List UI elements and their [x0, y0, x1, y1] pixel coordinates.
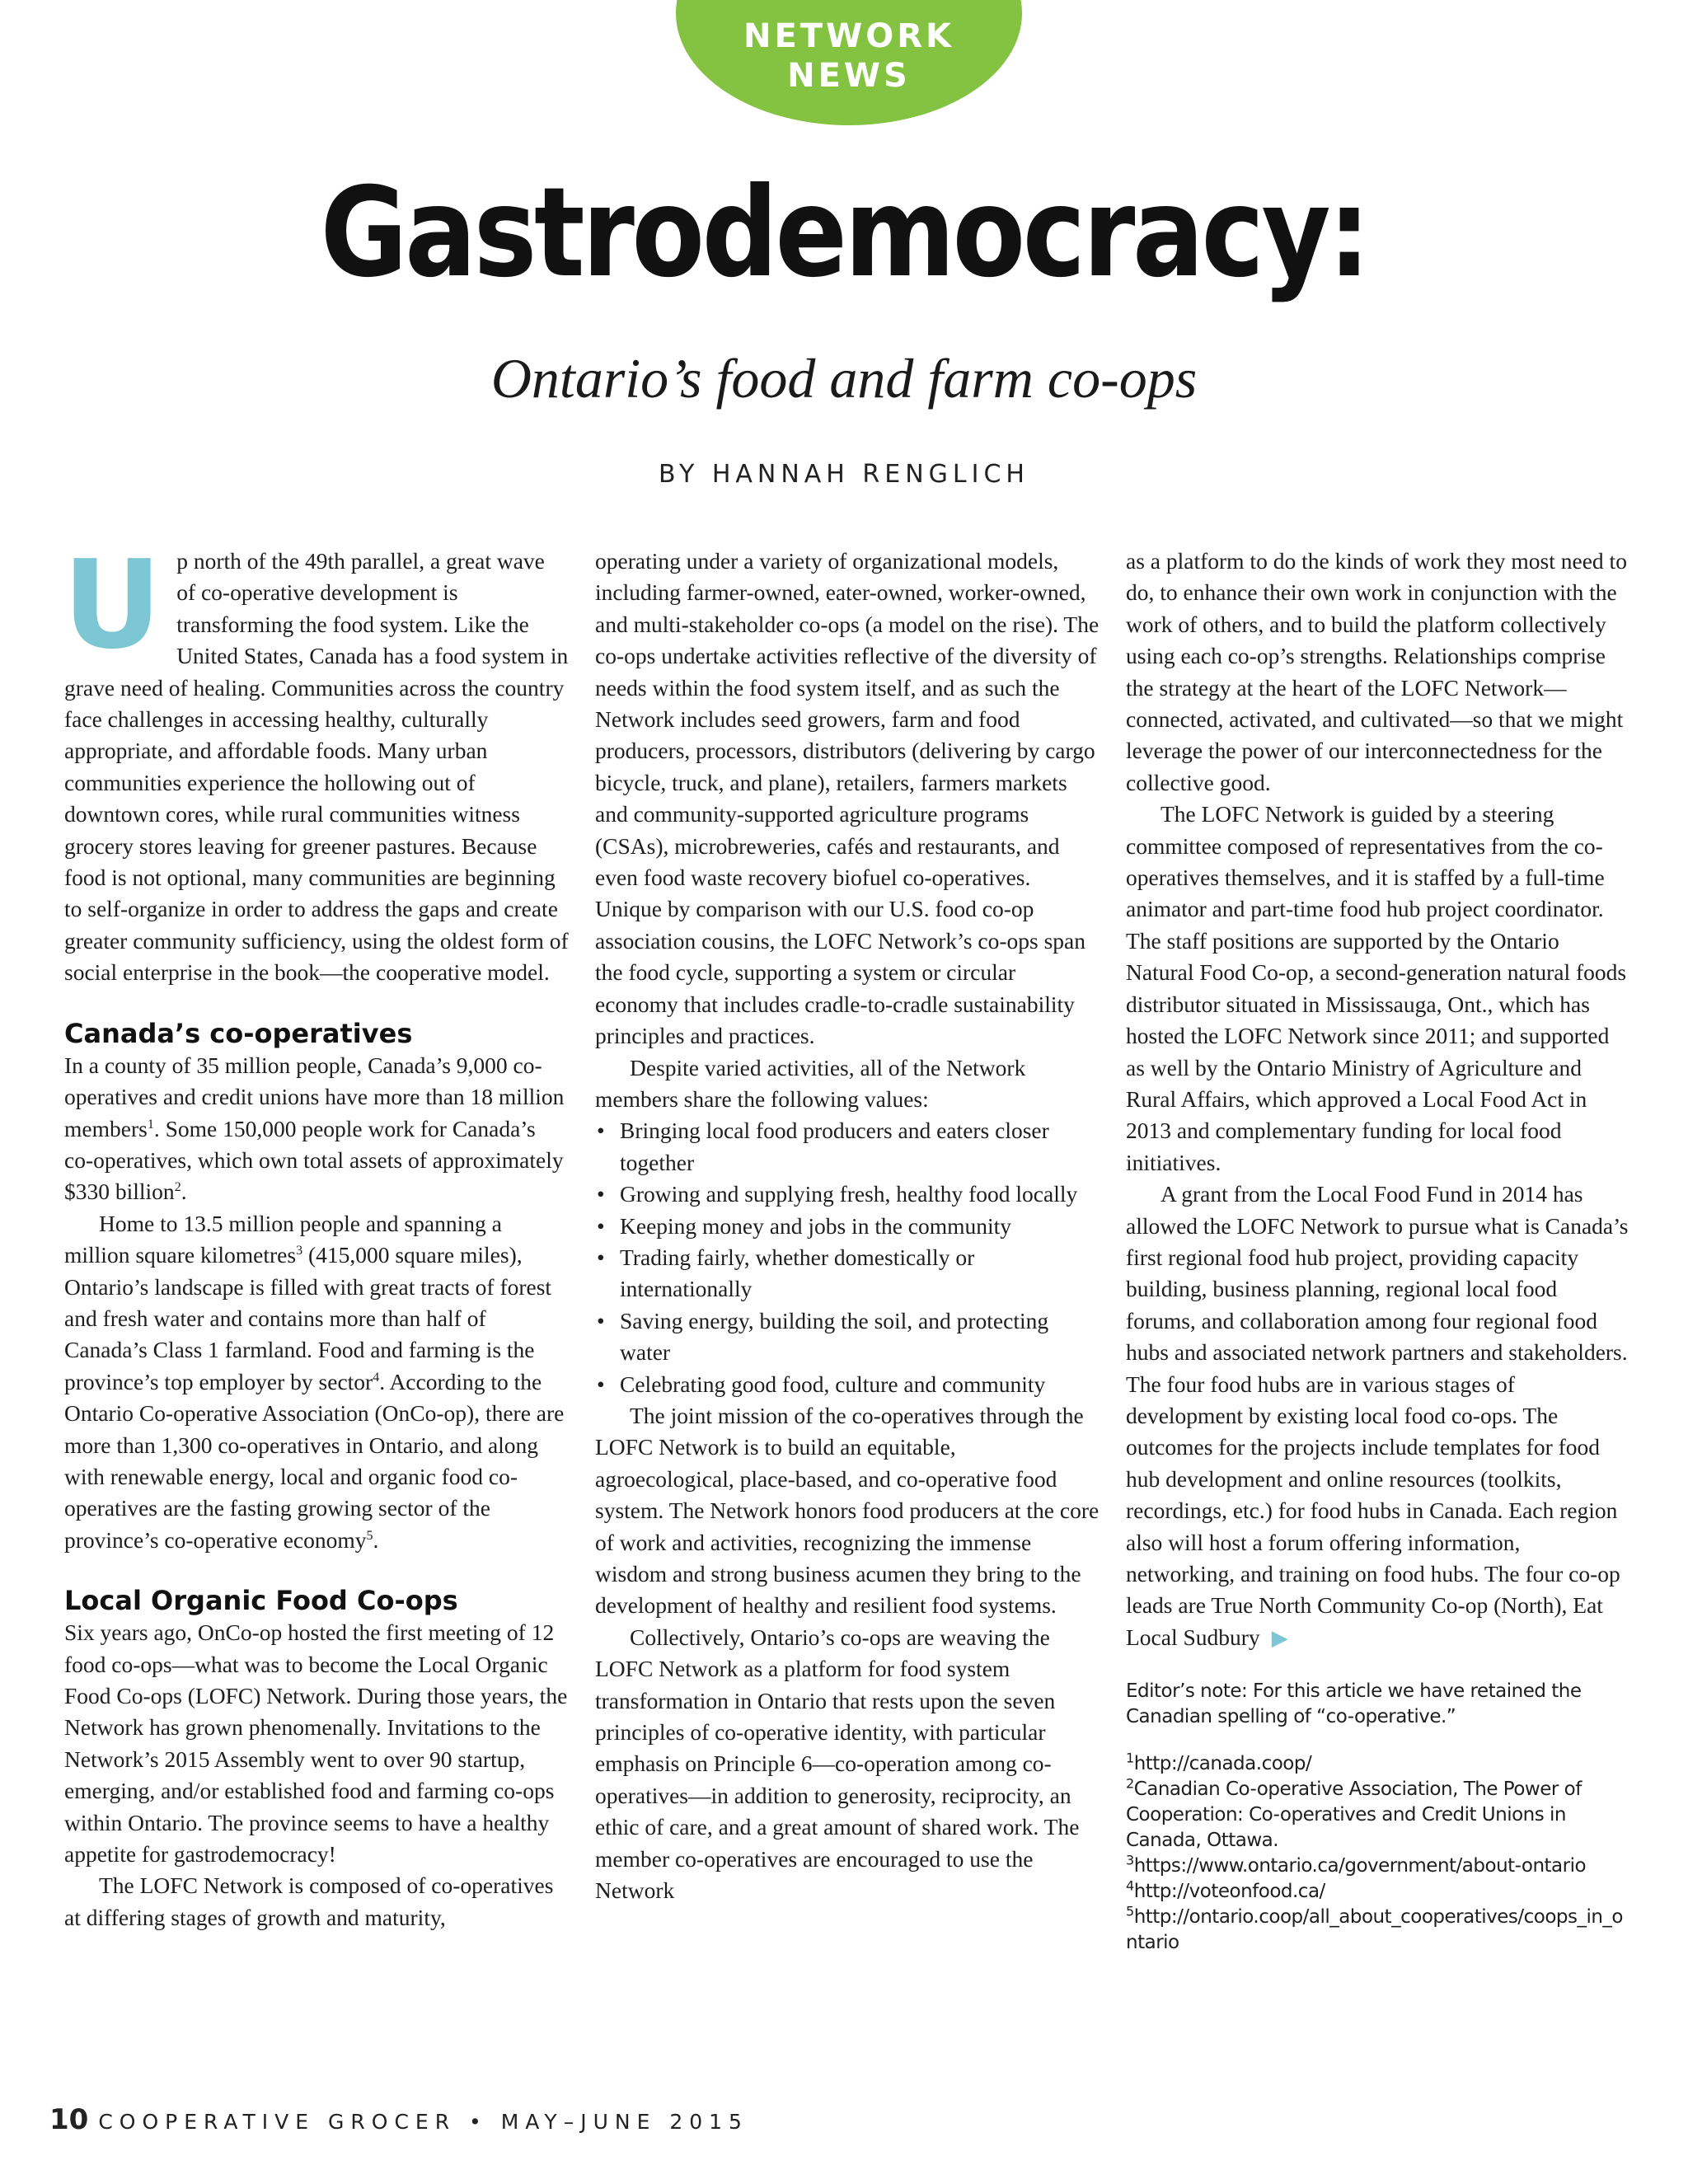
- column-2: [595, 546, 1100, 1906]
- paragraph: Six years ago, OnCo-op hosted the first meeting of 12 food co-ops—what was to become the Local Organic Food Co-ops (LOFC) Network. During those years, the Network has grown phenomenally. Invitations to the Network’s 2015 Assembly went to over 90 startup, emerging, and/or established food and farming co-ops within Ontario. The province seems to have a healthy appetite for gastrodemocracy!: [64, 1619, 568, 1868]
- publication-line: COOPERATIVE GROCER • MAY–JUNE 2015: [98, 2110, 748, 2134]
- footnotes: [1126, 1751, 1630, 1956]
- section-heading: Local Organic Food Co-ops: [64, 1585, 458, 1617]
- page-footer: [49, 2103, 748, 2136]
- list-item: • Saving energy, building the soil, and protecting water: [595, 1305, 1100, 1369]
- section-tab-line2: NEWS: [787, 57, 911, 95]
- list-item: • Celebrating good food, culture and community: [595, 1369, 1100, 1400]
- paragraph: Home to 13.5 million people and spanning a million square kilometres$^3$ (415,000 square miles), Ontario’s landscape is filled with great tracts of forest and fresh water and contains more than half of Canada’s Class 1 farmland. Food and farming is the province’s top employer by sector$^4$. According to the Ontario Co-operative Association (OnCo-op), there are more than 1,300 co-operatives in Ontario, and along with renewable energy, local and organic food co-operatives are the fasting growing sector of the province’s co-operative economy$^5$.: [64, 1210, 565, 1553]
- paragraph: The joint mission of the co-operatives through the LOFC Network is to build an equitable, agroecological, place-based, and co-operative food system. The Network honors food producers at the core of work and activities, recognizing the immense wisdom and strong business acumen they bring to the development of healthy and resilient food systems.: [595, 1402, 1100, 1619]
- footnote: $^5$http://ontario.coop/all_about_cooperatives/coops_in_ontario: [1126, 1903, 1624, 1954]
- footnote-ref: 1: [147, 1117, 154, 1132]
- byline: BY HANNAH RENGLICH: [659, 460, 1029, 489]
- list-item: • Bringing local food producers and eaters closer together: [595, 1115, 1100, 1179]
- paragraph: The LOFC Network is composed of co-operatives at differing stages of growth and maturity,: [64, 1872, 554, 1930]
- paragraph: The LOFC Network is guided by a steering committee composed of representatives from the co-operatives themselves, and it is staffed by a full-time animator and part-time food hub project coordinator. The staff positions are supported by the Ontario Natural Food Co-op, a second-generation natural foods distributor situated in Mississauga, Ont., which has hosted the LOFC Network since 2011; and supported as well by the Ontario Ministry of Agriculture and Rural Affairs, which approved a Local Food Act in 2013 and complementary funding for local food initiatives.: [1126, 801, 1627, 1175]
- footnote: $^3$https://www.ontario.ca/government/about-ontario: [1126, 1852, 1587, 1877]
- drop-cap: U: [63, 534, 162, 676]
- footnote-ref: 4: [373, 1370, 380, 1385]
- article-subtitle: Ontario’s food and farm co-ops: [490, 347, 1198, 410]
- page-number: 10: [49, 2103, 89, 2136]
- paragraph: Collectively, Ontario’s co-ops are weaving the LOFC Network as a platform for food system transformation in Ontario that rests upon the seven principles of co-operative identity, with particular emphasis on Principle 6—co-operation among co-operatives—in addition to generosity, reciprocity, an ethic of care, and a great amount of shared work. The member co-operatives are encouraged to use the Network: [595, 1624, 1080, 1904]
- section-tab-line1: NETWORK: [743, 17, 954, 55]
- footnote-ref: 2: [174, 1180, 181, 1195]
- section-heading: Canada’s co-operatives: [64, 1017, 413, 1049]
- list-item: • Keeping money and jobs in the community: [595, 1211, 1100, 1242]
- intro-paragraph: Up north of the 49th parallel, a great wave of co-operative development is transforming the food system. Like the United States, Canada has a food system in grave need of healing. Communities across the country face challenges in accessing healthy, culturally appropriate, and affordable foods. Many urban communities experience the hollowing out of downtown cores, while rural communities witness grocery stores leaving for greener pastures. Because food is not optional, many communities are beginning to self-organize in order to address the gaps and create greater community sufficiency, using the oldest form of social enterprise in the book—the cooperative model.: [63, 534, 569, 986]
- list-item: • Trading fairly, whether domestically or internationally: [595, 1242, 1100, 1305]
- values-list: [595, 1115, 1100, 1400]
- paragraph: In a county of 35 million people, Canada’s 9,000 co-operatives and credit unions have more than 18 million members$^1$. Some 150,000 people work for Canada’s co-operatives, which own total assets of approximately $330 billion$^2$.: [64, 1052, 565, 1205]
- footnote-ref: 3: [296, 1243, 303, 1258]
- paragraph: operating under a variety of organizational models, including farmer-owned, eater-owned, worker-owned, and multi-stakeholder co-ops (a model on the rise). The co-ops undertake activities reflective of the diversity of needs within the food system itself, and as such the Network includes seed growers, farm and food producers, processors, distributors (delivering by cargo bicycle, truck, and plane), retailers, farmers markets and community-supported agriculture programs (CSAs), microbreweries, cafés and restaurants, and even food waste recovery biofuel co-operatives. Unique by comparison with our U.S. food co-op association cousins, the LOFC Network’s co-ops span the food cycle, supporting a system or circular economy that includes cradle-to-cradle sustainability principles and practices.: [595, 548, 1100, 1049]
- footnote: $^4$http://voteonfood.ca/: [1126, 1877, 1325, 1903]
- section-tab: [676, 0, 1022, 125]
- editors-note: Editor’s note: For this article we have retained the Canadian spelling of “co-operative.”: [1126, 1680, 1582, 1728]
- footnote: $^2$Canadian Co-operative Association, The Power of Cooperation: Co-operatives and Credit Unions in Canada, Ottawa.: [1126, 1775, 1582, 1852]
- list-item: • Growing and supplying fresh, healthy food locally: [595, 1179, 1100, 1210]
- paragraph: A grant from the Local Food Fund in 2014 has allowed the LOFC Network to pursue what is Canada’s first regional food hub project, providing capacity building, business planning, regional local food forums, and collaboration among four regional food hubs and associated network partners and stakeholders. The four food hubs are in various stages of development by existing local food co-ops. The outcomes for the projects include templates for food hub development and online resources (toolkits, recordings, etc.) for food hubs in Canada. Each region also will host a forum offering information, networking, and training on food hubs. The four co-op leads are True North Community Co-op (North), Eat Local Sudbury ▶: [1126, 1181, 1629, 1650]
- paragraph: as a platform to do the kinds of work they most need to do, to enhance their own work in conjunction with the work of others, and to build the platform collectively using each co-op’s strengths. Relationships comprise the strategy at the heart of the LOFC Network—connected, activated, and cultivated—so that we might leverage the power of our interconnectedness for the collective good.: [1126, 548, 1627, 795]
- article-title: Gastrodemocracy:: [320, 162, 1368, 305]
- continue-arrow-icon: ▶: [1271, 1625, 1288, 1650]
- footnote-ref: 5: [366, 1528, 373, 1543]
- column-3: [1126, 546, 1630, 1956]
- paragraph: Despite varied activities, all of the Network members share the following values:: [595, 1054, 1026, 1112]
- column-1: [63, 534, 569, 1933]
- footnote: $^1$http://canada.coop/: [1126, 1750, 1312, 1775]
